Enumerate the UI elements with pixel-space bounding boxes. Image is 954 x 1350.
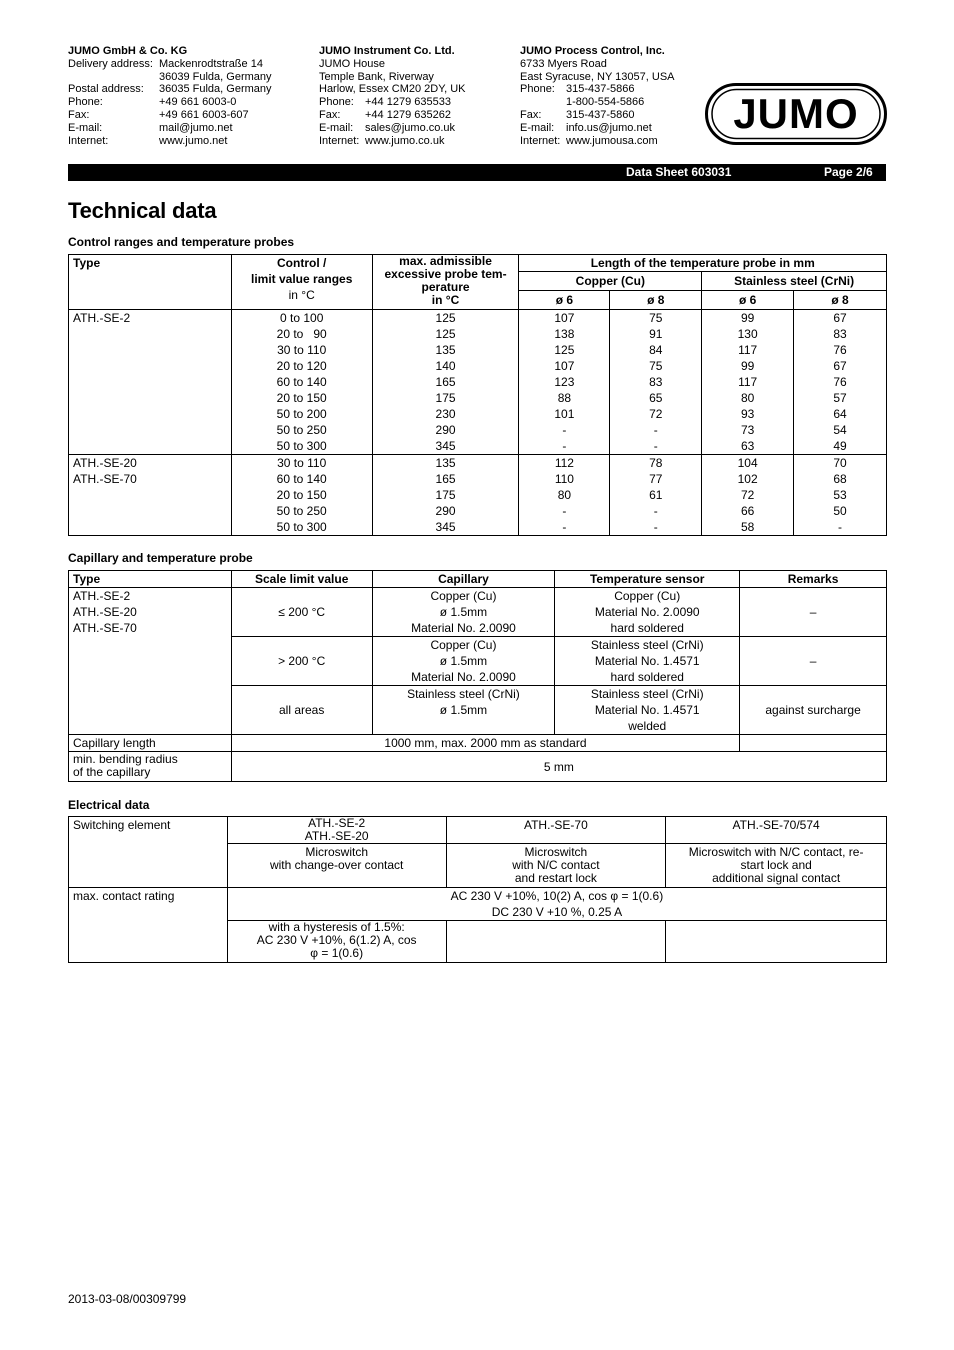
table-row (69, 438, 887, 455)
address-line (68, 96, 298, 109)
col-copper: Copper (Cu) (519, 272, 702, 291)
address-value: 315-437-5866 (566, 83, 635, 96)
type-cell (69, 588, 232, 735)
address-key: Internet: (68, 134, 109, 147)
address-key: Phone: (319, 96, 354, 109)
data-cell: 50 to 250 (231, 503, 372, 519)
data-cell: 20 to 90 (231, 326, 372, 342)
data-cell: 99 (702, 358, 794, 374)
data-cell: 102 (702, 471, 794, 487)
table-row (69, 487, 887, 503)
data-cell: 175 (372, 487, 519, 503)
address-key: Internet: (319, 134, 360, 147)
address-value: Harlow, Essex CM20 2DY, UK (319, 83, 466, 96)
address-key: Phone: (520, 83, 555, 96)
col-cu-d6: ø 6 (519, 291, 610, 310)
type-cell (69, 342, 232, 358)
address-line (319, 109, 519, 122)
table-row (69, 374, 887, 390)
address-value: JUMO House (319, 57, 386, 70)
data-cell: 138 (519, 326, 610, 342)
address-line (520, 96, 700, 109)
data-cell: 30 to 110 (231, 342, 372, 358)
data-cell: 61 (610, 487, 702, 503)
col-stainless: Stainless steel (CrNi) (702, 272, 887, 291)
table-row (69, 503, 887, 519)
table-row (69, 519, 887, 536)
address-value: +49 661 6003-607 (159, 108, 249, 121)
capillary-line: ø 1.5mm (439, 703, 488, 717)
data-cell: 130 (702, 326, 794, 342)
bending-radius-value: 5 mm (231, 752, 886, 782)
col-crni-d6: ø 6 (702, 291, 794, 310)
data-cell: 290 (372, 422, 519, 438)
col-capillary: Capillary (372, 571, 555, 588)
data-cell: 110 (519, 471, 610, 487)
empty-cell (666, 921, 887, 963)
switch-col2-type: ATH.-SE-70 (446, 817, 666, 844)
bending-radius-label (69, 752, 232, 782)
data-cell: 72 (610, 406, 702, 422)
data-cell: 76 (794, 342, 887, 358)
address-line (68, 58, 298, 71)
data-cell: 99 (702, 310, 794, 327)
data-cell: 91 (610, 326, 702, 342)
col-remarks: Remarks (740, 571, 887, 588)
scale-limit-cell: all areas (231, 686, 372, 735)
address-line (68, 122, 298, 135)
address-value: Temple Bank, Riverway (319, 70, 434, 83)
scale-limit-cell: > 200 °C (231, 637, 372, 686)
data-cell: 88 (519, 390, 610, 406)
address-line (319, 135, 519, 148)
control-ranges-table (68, 254, 887, 536)
address-key (68, 71, 159, 84)
data-cell: 107 (519, 310, 610, 327)
table-row (69, 471, 887, 487)
data-cell: 165 (372, 374, 519, 390)
data-cell: 290 (372, 503, 519, 519)
section-heading-electrical: Electrical data (68, 798, 150, 812)
data-cell: 68 (794, 471, 887, 487)
company-name: JUMO Process Control, Inc. (520, 45, 665, 57)
data-cell: 50 to 300 (231, 519, 372, 536)
data-cell: 101 (519, 406, 610, 422)
data-cell: 75 (610, 310, 702, 327)
data-cell: 60 to 140 (231, 374, 372, 390)
capillary-cell (372, 637, 555, 686)
table-row (69, 455, 887, 472)
table-row (69, 406, 887, 422)
data-cell: - (519, 422, 610, 438)
address-value: www.jumousa.com (566, 134, 658, 147)
type-cell (69, 519, 232, 536)
sensor-line: hard soldered (610, 621, 684, 635)
data-cell: 345 (372, 519, 519, 536)
address-line (319, 96, 519, 109)
data-cell: 78 (610, 455, 702, 472)
address-line (520, 83, 700, 96)
address-value: +44 1279 635262 (365, 108, 451, 121)
type-cell (69, 374, 232, 390)
contact-rating-values: AC 230 V +10%, 10(2) A, cos φ = 1(0.6) DC 230 V +10 %, 0.25 A (227, 888, 886, 921)
address-line (520, 109, 700, 122)
sensor-line: welded (628, 719, 667, 733)
data-cell: 67 (794, 310, 887, 327)
address-line (68, 135, 298, 148)
data-cell: 67 (794, 358, 887, 374)
company-usa (520, 45, 700, 147)
jumo-logo (705, 83, 887, 145)
type-cell (69, 326, 232, 342)
sensor-cell (555, 637, 740, 686)
type-cell (69, 438, 232, 455)
address-key: Phone: (68, 96, 103, 109)
data-cell: 63 (702, 438, 794, 455)
data-cell: - (610, 422, 702, 438)
data-cell: 72 (702, 487, 794, 503)
capillary-line: Material No. 2.0090 (411, 621, 516, 635)
address-value: www.jumo.net (159, 134, 228, 147)
capillary-length-label: Capillary length (69, 735, 232, 752)
data-cell: 140 (372, 358, 519, 374)
address-key: Delivery address: (68, 57, 153, 70)
address-value: mail@jumo.net (159, 121, 233, 134)
max-contact-rating-label: max. contact rating (69, 888, 228, 963)
sensor-line: Copper (Cu) (614, 589, 681, 603)
sensor-line: hard soldered (610, 670, 684, 684)
data-cell: 65 (610, 390, 702, 406)
switch-col3-desc: Microswitch with N/C contact, re- start lock and additional signal contact (666, 844, 887, 888)
type-cell: ATH.-SE-70 (69, 471, 232, 487)
data-cell: 20 to 120 (231, 358, 372, 374)
address-value: East Syracuse, NY 13057, USA (520, 70, 675, 83)
data-cell: 80 (519, 487, 610, 503)
address-value: info.us@jumo.net (566, 121, 652, 134)
switch-col2-desc: Microswitch with N/C contact and restart lock (446, 844, 666, 888)
capillary-line: Copper (Cu) (430, 589, 497, 603)
company-germany (68, 45, 298, 147)
data-cell: - (610, 438, 702, 455)
datasheet-number: Data Sheet 603031 (626, 165, 732, 179)
col-type: Type (69, 571, 232, 588)
data-cell: 77 (610, 471, 702, 487)
type-cell (69, 503, 232, 519)
address-key: E-mail: (520, 121, 555, 134)
data-cell: 117 (702, 374, 794, 390)
address-line (68, 109, 298, 122)
capillary-line: Material No. 2.0090 (411, 670, 516, 684)
data-cell: 50 to 250 (231, 422, 372, 438)
data-cell: 66 (702, 503, 794, 519)
data-cell: 64 (794, 406, 887, 422)
col-cu-d8: ø 8 (610, 291, 702, 310)
data-cell: 50 to 300 (231, 438, 372, 455)
datasheet-bar (68, 164, 886, 181)
address-line (520, 58, 700, 71)
sensor-line: Stainless steel (CrNi) (590, 687, 704, 701)
address-value: www.jumo.co.uk (365, 134, 445, 147)
address-value: 36039 Fulda, Germany (159, 70, 272, 83)
section-heading-control-ranges: Control ranges and temperature probes (68, 235, 295, 249)
section-heading-capillary: Capillary and temperature probe (68, 551, 253, 565)
type-name: ATH.-SE-2 (73, 589, 131, 603)
electrical-table (68, 816, 887, 963)
data-cell: 345 (372, 438, 519, 455)
address-value: sales@jumo.co.uk (365, 121, 456, 134)
data-cell: 165 (372, 471, 519, 487)
page-number: Page 2/6 (824, 165, 873, 179)
type-cell (69, 422, 232, 438)
address-line (319, 83, 519, 96)
data-cell: 123 (519, 374, 610, 390)
data-cell: - (519, 503, 610, 519)
address-key: Fax: (68, 108, 90, 121)
data-cell: 93 (702, 406, 794, 422)
address-key: E-mail: (68, 121, 103, 134)
switching-element-label: Switching element (69, 817, 228, 888)
data-cell: 230 (372, 406, 519, 422)
type-cell: ATH.-SE-20 (69, 455, 232, 472)
company-name: JUMO GmbH & Co. KG (68, 45, 188, 57)
empty-cell (740, 735, 887, 752)
company-name: JUMO Instrument Co. Ltd. (319, 45, 455, 57)
col-probe-length: Length of the temperature probe in mm (519, 255, 887, 272)
col-max-temp: max. admissible excessive probe tem- perature in °C (372, 255, 519, 310)
data-cell: 54 (794, 422, 887, 438)
capillary-line: ø 1.5mm (439, 654, 488, 668)
data-cell: - (519, 438, 610, 455)
data-cell: 117 (702, 342, 794, 358)
address-key: Fax: (520, 108, 542, 121)
capillary-length-value: 1000 mm, max. 2000 mm as standard (231, 735, 739, 752)
col-type: Type (69, 255, 232, 310)
data-cell: 58 (702, 519, 794, 536)
document-footer: 2013-03-08/00309799 (68, 1292, 187, 1306)
capillary-table (68, 570, 887, 782)
sensor-line: Material No. 1.4571 (594, 654, 700, 668)
data-cell: 83 (794, 326, 887, 342)
table-row (69, 310, 887, 327)
type-cell (69, 487, 232, 503)
data-cell: 112 (519, 455, 610, 472)
capillary-cell (372, 588, 555, 637)
switch-col1-types: ATH.-SE-2 ATH.-SE-20 (227, 817, 446, 844)
address-line (520, 122, 700, 135)
data-cell: 80 (702, 390, 794, 406)
sensor-line: Material No. 1.4571 (594, 703, 700, 717)
type-name: ATH.-SE-70 (73, 621, 137, 635)
label-line: min. bending radius (73, 752, 178, 766)
address-key (520, 96, 566, 109)
type-name: ATH.-SE-20 (73, 605, 137, 619)
address-line (319, 71, 519, 84)
address-value: 6733 Myers Road (520, 57, 607, 70)
data-cell: 73 (702, 422, 794, 438)
company-uk (319, 45, 519, 147)
data-cell: 60 to 140 (231, 471, 372, 487)
sensor-line: Material No. 2.0090 (594, 605, 700, 619)
type-cell (69, 358, 232, 374)
address-line (68, 83, 298, 96)
data-cell: 70 (794, 455, 887, 472)
data-cell: 135 (372, 342, 519, 358)
data-cell: 125 (372, 310, 519, 327)
data-cell: 125 (519, 342, 610, 358)
address-key: E-mail: (319, 121, 354, 134)
address-line (520, 135, 700, 148)
data-cell: 83 (610, 374, 702, 390)
data-cell: 50 (794, 503, 887, 519)
data-cell: 75 (610, 358, 702, 374)
col-crni-d8: ø 8 (794, 291, 887, 310)
table-row (69, 358, 887, 374)
sensor-cell (555, 588, 740, 637)
data-cell: 135 (372, 455, 519, 472)
col-scale-limit: Scale limit value (231, 571, 372, 588)
data-cell: 76 (794, 374, 887, 390)
logo-text: JUMO (733, 90, 859, 137)
capillary-line: Copper (Cu) (430, 638, 497, 652)
data-cell: - (610, 503, 702, 519)
table-row (69, 326, 887, 342)
data-cell: 84 (610, 342, 702, 358)
address-value: Mackenrodtstraße 14 (159, 57, 263, 70)
remarks-cell: – (740, 588, 887, 637)
address-line (319, 122, 519, 135)
data-cell: 20 to 150 (231, 390, 372, 406)
label-line: of the capillary (73, 765, 151, 779)
remarks-cell: against surcharge (740, 686, 887, 735)
data-cell: 20 to 150 (231, 487, 372, 503)
capillary-cell (372, 686, 555, 735)
address-value: +44 1279 635533 (365, 96, 451, 109)
data-cell: 53 (794, 487, 887, 503)
switch-col1-desc: Microswitch with change-over contact (227, 844, 446, 888)
table-row (69, 588, 887, 637)
address-key: Internet: (520, 134, 561, 147)
data-cell: 50 to 200 (231, 406, 372, 422)
table-row (69, 752, 887, 782)
data-cell: 125 (372, 326, 519, 342)
data-cell: 49 (794, 438, 887, 455)
capillary-line: Stainless steel (CrNi) (407, 687, 520, 701)
data-cell: - (794, 519, 887, 536)
data-cell: - (610, 519, 702, 536)
col-control-range: Control / limit value ranges in °C (231, 255, 372, 310)
table-row (69, 735, 887, 752)
address-line (520, 71, 700, 84)
type-cell (69, 390, 232, 406)
col-temp-sensor: Temperature sensor (555, 571, 740, 588)
address-line (68, 71, 298, 84)
sensor-cell (555, 686, 740, 735)
data-cell: 0 to 100 (231, 310, 372, 327)
scale-limit-cell: ≤ 200 °C (231, 588, 372, 637)
sensor-line: Stainless steel (CrNi) (590, 638, 704, 652)
type-cell (69, 406, 232, 422)
data-cell: 175 (372, 390, 519, 406)
table-row (69, 390, 887, 406)
switch-col3-type: ATH.-SE-70/574 (666, 817, 887, 844)
address-value: 36035 Fulda, Germany (159, 83, 272, 96)
address-value: 1-800-554-5866 (566, 96, 645, 109)
hysteresis-rating: with a hysteresis of 1.5%: AC 230 V +10%, 6(1.2) A, cos φ = 1(0.6) (227, 921, 446, 963)
data-cell: - (519, 519, 610, 536)
empty-cell (446, 921, 666, 963)
data-cell: 104 (702, 455, 794, 472)
table-row (69, 342, 887, 358)
address-line (319, 58, 519, 71)
remarks-cell: – (740, 637, 887, 686)
page-title: Technical data (68, 198, 217, 223)
data-cell: 57 (794, 390, 887, 406)
address-value: 315-437-5860 (566, 108, 635, 121)
table-row (69, 422, 887, 438)
data-cell: 107 (519, 358, 610, 374)
address-key: Fax: (319, 108, 341, 121)
data-cell: 30 to 110 (231, 455, 372, 472)
address-key: Postal address: (68, 83, 144, 96)
address-value: +49 661 6003-0 (159, 96, 237, 109)
capillary-line: ø 1.5mm (439, 605, 488, 619)
type-cell: ATH.-SE-2 (69, 310, 232, 327)
